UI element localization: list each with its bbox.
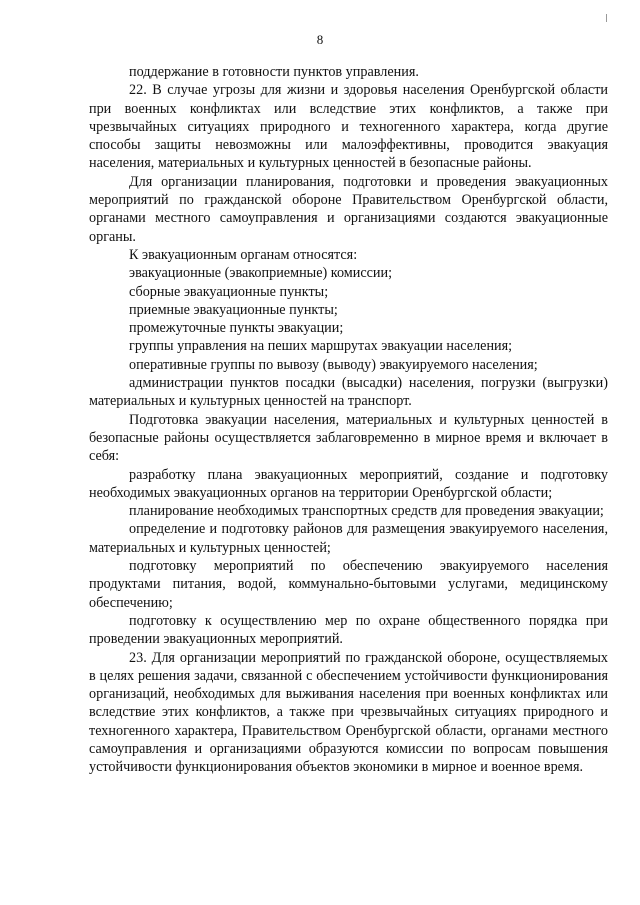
paragraph-continuation: поддержание в готовности пунктов управления. bbox=[129, 64, 419, 80]
list-item: администрации пунктов посадки (высадки) населения, погрузки (выгрузки) материальных и культурных ценностей на транспорт. bbox=[89, 375, 608, 410]
list-item: приемные эвакуационные пункты; bbox=[129, 301, 338, 318]
list-item: подготовку мероприятий по обеспечению эвакуируемого населения продуктами питания, водой, коммунально-бытовыми услугами, медицинскому обеспечению; bbox=[89, 558, 608, 611]
paragraph-evac-organs-list-intro: К эвакуационным органам относятся: bbox=[129, 246, 358, 263]
paragraph-clause-23: 23. Для организации мероприятий по гражданской обороне, осуществляемых в целях решения задачи, связанной с обеспечением устойчивости функционирования организаций, необходимых для выживания населения при военных конфликтах или вследствие этих конфликтов, а также при чрезвычайных ситуациях природного и техногенного характера, Правительством Оренбургской области, органами местного самоуправления и организациями образуются комиссии по вопросам повышения устойчивости функционирования объектов экономики в мирное и военное время. bbox=[89, 649, 608, 776]
page-number: 8 bbox=[316, 32, 324, 47]
list-item: эвакуационные (эвакоприемные) комиссии; bbox=[129, 265, 393, 282]
list-item: оперативные группы по вывозу (выводу) эвакуируемого населения; bbox=[129, 356, 538, 373]
paragraph-clause-22: 22. В случае угрозы для жизни и здоровья населения Оренбургской области при военных конфликтах или вследствие этих конфликтов, а также при чрезвычайных ситуациях природного и техногенного характера, когда другие способы защиты невозможны или малоэффективны, проводится эвакуация населения, материальных и культурных ценностей в безопасные районы. bbox=[89, 82, 608, 172]
paragraph-evac-preparation: Подготовка эвакуации населения, материальных и культурных ценностей в безопасные районы осуществляется заблаговременно в мирное время и включает в себя: bbox=[89, 411, 608, 465]
paragraph-evac-organs-creation: Для организации планирования, подготовки и проведения эвакуационных мероприятий по гражданской обороне Правительством Оренбургской области, органами местного самоуправления и организациями создаются эвакуационные органы. bbox=[89, 173, 608, 245]
list-item: промежуточные пункты эвакуации; bbox=[129, 320, 344, 337]
list-item: сборные эвакуационные пункты; bbox=[129, 283, 329, 300]
document-body bbox=[89, 63, 608, 777]
list-item: определение и подготовку районов для размещения эвакуируемого населения, материальных и культурных ценностей; bbox=[89, 521, 608, 556]
list-item: подготовку к осуществлению мер по охране общественного порядка при проведении эвакуационных мероприятий. bbox=[89, 612, 608, 648]
list-item: группы управления на пеших маршрутах эвакуации населения; bbox=[129, 338, 513, 355]
list-item: разработку плана эвакуационных мероприятий, создание и подготовку необходимых эвакуационных органов на территории Оренбургской области; bbox=[89, 466, 608, 501]
list-item: планирование необходимых транспортных средств для проведения эвакуации; bbox=[129, 503, 604, 520]
scan-mark bbox=[606, 14, 607, 22]
